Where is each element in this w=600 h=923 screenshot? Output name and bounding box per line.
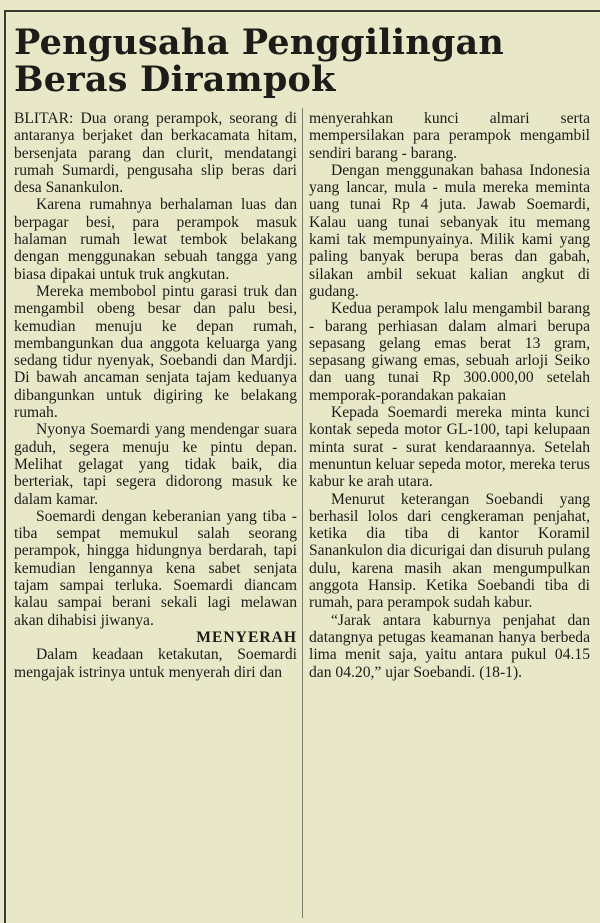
headline: Pengusaha Penggilingan Beras Dirampok bbox=[14, 22, 505, 100]
top-rule bbox=[4, 0, 600, 12]
paragraph: BLITAR: Dua orang perampok, seorang di antaranya berjaket dan berkacamata hitam, bersenjata parang dan clurit, mendatangi rumah Sumardi, pengusaha slip beras dari desa Sanankulon. bbox=[14, 110, 297, 197]
column-left bbox=[14, 110, 297, 681]
paragraph: Karena rumahnya berhalaman luas dan berpagar besi, para perampok masuk halaman rumah lewat tembok belakang dengan menggunakan sebuah tangga yang biasa dipakai untuk truk angkutan. bbox=[14, 196, 297, 283]
paragraph: “Jarak antara kaburnya penjahat dan datangnya petugas keamanan hanya berbeda lima menit saja, yaitu antara pukul 04.15 dan 04.20,” ujar Soebandi. (18-1). bbox=[309, 611, 590, 681]
subheading: MENYERAH bbox=[196, 628, 297, 646]
column-divider bbox=[302, 108, 303, 918]
paragraph: Dalam keadaan ketakutan, Soemardi mengajak istrinya untuk menyerah diri dan bbox=[14, 646, 297, 681]
paragraph: Nyonya Soemardi yang mendengar suara gaduh, segera menuju ke pintu depan. Melihat gelagat yang tidak baik, dia berteriak, tapi segera didorong masuk ke dalam kamar. bbox=[14, 421, 297, 508]
left-rule bbox=[4, 10, 6, 923]
paragraph: menyerahkan kunci almari serta mempersilakan para perampok mengambil sendiri barang - barang. bbox=[309, 110, 590, 162]
paragraph: Menurut keterangan Soebandi yang berhasil lolos dari cengkeraman penjahat, ketika dia tiba di kantor Koramil Sanankulon dia dicurigai dan disuruh pulang dulu, karena masih akan mengumpulkan anggota Hansip. Ketika Soebandi tiba di rumah, para perampok sudah kabur. bbox=[309, 490, 590, 612]
paragraph: Kepada Soemardi mereka minta kunci kontak sepeda motor GL-100, tapi kelupaan minta surat - surat kendaraannya. Setelah menuntun keluar sepeda motor, mereka terus kabur ke arah utara. bbox=[309, 404, 590, 491]
column-right bbox=[309, 110, 590, 681]
paragraph: Mereka membobol pintu garasi truk dan mengambil obeng besar dan palu besi, kemudian menuju ke depan rumah, membangunkan dua anggota keluarga yang sedang tidur nyenyak, Soebandi dan Mardji. Di bawah ancaman senjata tajam keduanya dibangunkan untuk digiring ke belakang rumah. bbox=[14, 282, 297, 422]
paragraph: Dengan menggunakan bahasa Indonesia yang lancar, mula - mula mereka meminta uang tunai Rp 4 juta. Jawab Soemardi, Kalau uang tunai sebanyak itu memang kami tak mempunyainya. Milik kami yang paling banyak berupa beras dan gabah, silakan ambil sekuat kalian angkut di gudang. bbox=[309, 161, 590, 300]
paragraph: Soemardi dengan keberanian yang tiba - tiba sempat memukul salah seorang perampok, hingga hidungnya berdarah, tapi kemudian lengannya kena sabet senjata tajam sampai terluka. Soemardi diancam kalau sampai berani sekali lagi melawan akan dihabisi jiwanya. bbox=[14, 507, 297, 629]
paragraph: Kedua perampok lalu mengambil barang - barang perhiasan dalam almari berupa sepasang gelang emas berat 13 gram, sepasang giwang emas, sebuah arloji Seiko dan uang tunai Rp 300.000,00 setelah memporak-porandakan pakaian bbox=[309, 300, 590, 404]
